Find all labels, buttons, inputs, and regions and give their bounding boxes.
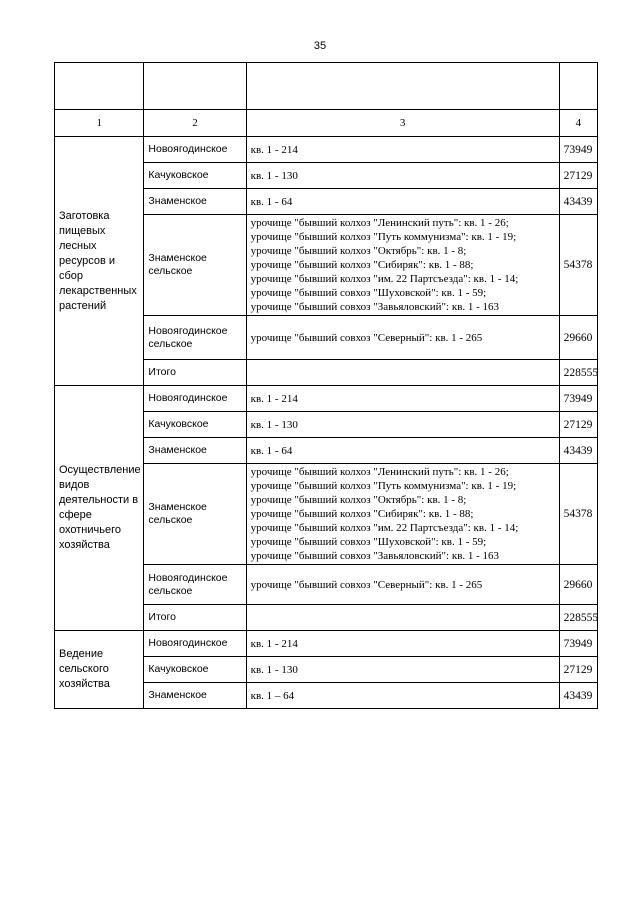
header-cell-3 (246, 63, 559, 110)
total-label: Итого (144, 360, 246, 386)
quarters-cell: кв. 1 - 130 (246, 657, 559, 683)
quarters-cell: кв. 1 - 64 (246, 438, 559, 464)
quarters-cell: кв. 1 - 214 (246, 631, 559, 657)
region-cell: Знаменское (144, 189, 246, 215)
quarters-cell: кв. 1 - 64 (246, 189, 559, 215)
quarters-cell (246, 605, 559, 631)
area-cell: 29660 (559, 565, 597, 605)
activity-cell: Осуществление видов деятельности в сфере охотничьего хозяйства (55, 386, 144, 631)
header-cell-2 (144, 63, 246, 110)
quarters-cell: кв. 1 - 130 (246, 412, 559, 438)
column-number: 3 (246, 110, 559, 137)
table-row (55, 631, 598, 657)
region-cell: Знаменское (144, 438, 246, 464)
activity-cell: Заготовка пищевых лесных ресурсов и сбор лекарственных растений (55, 137, 144, 386)
column-number: 1 (55, 110, 144, 137)
area-cell: 43439 (559, 189, 597, 215)
table-row (55, 386, 598, 412)
area-cell: 54378 (559, 215, 597, 316)
forest-use-table (54, 62, 598, 709)
region-cell: Новоягодинское сельское (144, 316, 246, 360)
quarters-cell: урочище "бывший совхоз "Северный": кв. 1 - 265 (246, 316, 559, 360)
region-cell: Новоягодинское сельское (144, 565, 246, 605)
area-cell: 27129 (559, 163, 597, 189)
quarters-cell: кв. 1 - 214 (246, 137, 559, 163)
region-cell: Новоягодинское (144, 631, 246, 657)
region-cell: Качуковское (144, 657, 246, 683)
area-cell: 29660 (559, 316, 597, 360)
table-row (55, 137, 598, 163)
area-cell: 43439 (559, 683, 597, 709)
quarters-cell: кв. 1 - 214 (246, 386, 559, 412)
total-label: Итого (144, 605, 246, 631)
region-cell: Знаменское (144, 683, 246, 709)
header-cell-4 (559, 63, 597, 110)
area-cell: 54378 (559, 464, 597, 565)
region-cell: Новоягодинское (144, 386, 246, 412)
column-number: 2 (144, 110, 246, 137)
quarters-cell (246, 360, 559, 386)
region-cell: Знаменское сельское (144, 215, 246, 316)
area-cell: 43439 (559, 438, 597, 464)
column-number: 4 (559, 110, 597, 137)
region-cell: Качуковское (144, 412, 246, 438)
header-cell-1 (55, 63, 144, 110)
region-cell: Новоягодинское (144, 137, 246, 163)
activity-cell: Ведение сельского хозяйства (55, 631, 144, 709)
total-value: 228555 (559, 605, 597, 631)
region-cell: Знаменское сельское (144, 464, 246, 565)
total-value: 228555 (559, 360, 597, 386)
page-number: 35 (313, 40, 327, 52)
quarters-cell: кв. 1 – 64 (246, 683, 559, 709)
area-cell: 27129 (559, 657, 597, 683)
region-cell: Качуковское (144, 163, 246, 189)
area-cell: 73949 (559, 137, 597, 163)
quarters-cell: урочище "бывший совхоз "Северный": кв. 1 - 265 (246, 565, 559, 605)
quarters-cell: урочище "бывший колхоз "Ленинский путь": кв. 1 - 26; урочище "бывший колхоз "Путь коммунизма": кв. 1 - 19; урочище "бывший колхоз "Октябрь": кв. 1 - 8; урочище "бывший колхоз "Сибиряк": кв. 1 - 88; урочище "бывший колхоз "им. 22 Партсъезда": кв. 1 - 14; урочище "бывший совхоз "Шуховской": кв. 1 - 59; урочище "бывший совхоз "Завьяловский": кв. 1 - 163 (246, 464, 559, 565)
header-blank-row (55, 63, 598, 110)
quarters-cell: урочище "бывший колхоз "Ленинский путь": кв. 1 - 26; урочище "бывший колхоз "Путь коммунизма": кв. 1 - 19; урочище "бывший колхоз "Октябрь": кв. 1 - 8; урочище "бывший колхоз "Сибиряк": кв. 1 - 88; урочище "бывший колхоз "им. 22 Партсъезда": кв. 1 - 14; урочище "бывший совхоз "Шуховской": кв. 1 - 59; урочище "бывший совхоз "Завьяловский": кв. 1 - 163 (246, 215, 559, 316)
area-cell: 73949 (559, 386, 597, 412)
area-cell: 27129 (559, 412, 597, 438)
quarters-cell: кв. 1 - 130 (246, 163, 559, 189)
area-cell: 73949 (559, 631, 597, 657)
column-number-row (55, 110, 598, 137)
